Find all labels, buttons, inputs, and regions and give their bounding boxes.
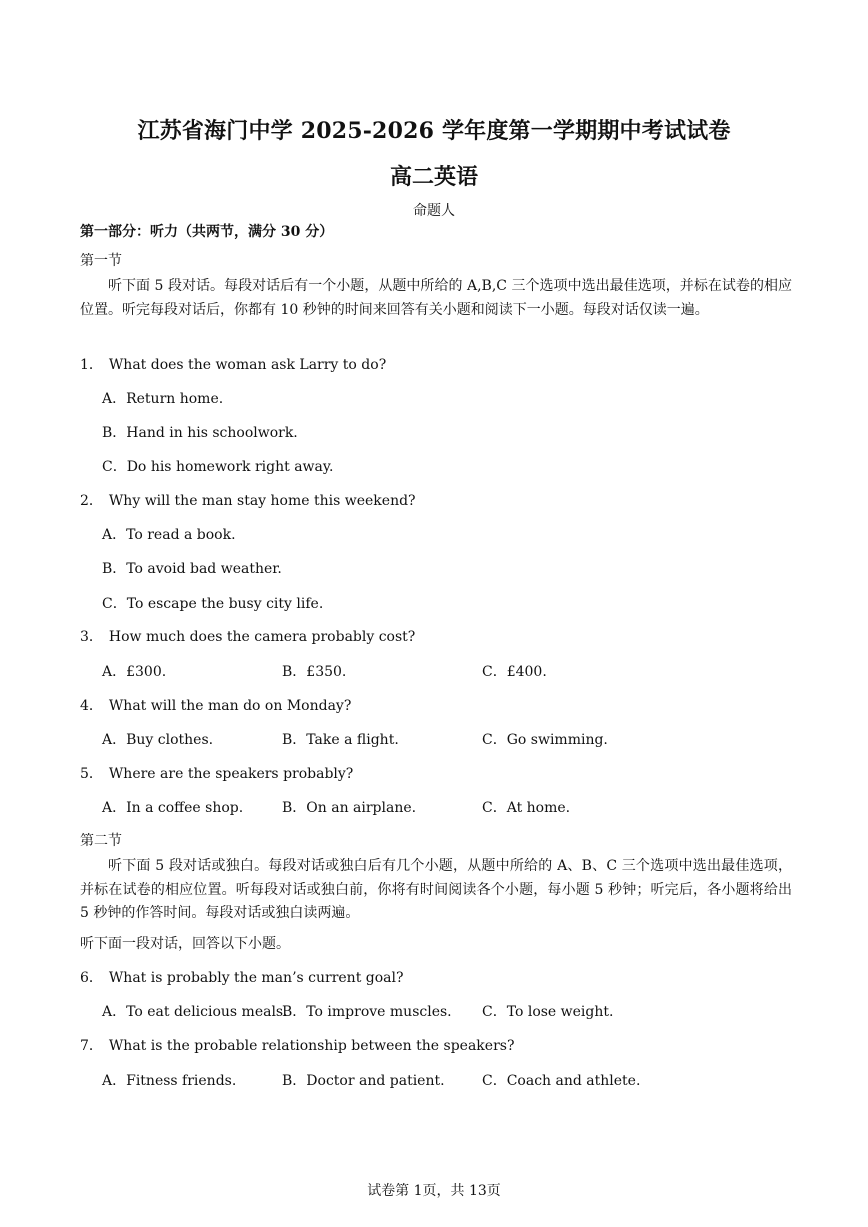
question-number: 6．	[80, 970, 103, 986]
question-text: What will the man do on Monday?	[108, 698, 352, 714]
q6-option-c: C．To lose weight.	[482, 1004, 614, 1020]
q3-option-a: A．£300.	[102, 664, 167, 680]
question-text: What is the probable relationship between the speakers?	[108, 1038, 515, 1054]
q2-option-c: C．To escape the busy city life.	[102, 596, 324, 612]
question-text: Why will the man stay home this weekend?	[108, 493, 416, 509]
question-number: 7．	[80, 1038, 103, 1054]
question-1	[80, 354, 386, 374]
q1-option-c: C．Do his homework right away.	[102, 459, 334, 475]
exam-subject: 高二英语	[389, 164, 478, 190]
q7-option-b: B．Doctor and patient.	[282, 1073, 445, 1089]
question-text: How much does the camera probably cost?	[108, 629, 416, 645]
question-7	[80, 1035, 514, 1055]
q2-option-a: A．To read a book.	[102, 527, 236, 543]
question-number: 3．	[80, 629, 103, 645]
question-6	[80, 967, 404, 987]
question-text: What does the woman ask Larry to do?	[108, 357, 387, 373]
question-number: 4．	[80, 698, 103, 714]
author-label: 命题人	[413, 203, 455, 219]
question-number: 2．	[80, 493, 103, 509]
q3-option-c: C．£400.	[482, 664, 547, 680]
q6-option-a: A．To eat delicious meals.	[102, 1004, 288, 1020]
section2-instructions: 听下面 5 段对话或独白。每段对话或独白后有几个小题，从题中所给的 A、B、C 三个选项中选出最佳选项，并标在试卷的相应位置。听每段对话或独白前，你将有时间阅读各个小题，每小题 5 秒钟；听完后，各小题将给出 5 秒钟的作答时间。每段对话或独白读两遍。	[80, 858, 792, 921]
section2-label: 第二节	[80, 833, 122, 849]
q7-option-c: C．Coach and athlete.	[482, 1073, 641, 1089]
q2-option-b: B．To avoid bad weather.	[102, 561, 282, 577]
exam-title: 江苏省海门中学 2025-2026 学年度第一学期期中考试试卷	[137, 118, 731, 144]
part1-heading: 第一部分：听力（共两节，满分 30 分）	[80, 224, 334, 240]
q5-option-b: B．On an airplane.	[282, 800, 417, 816]
section2-sub-instruction: 听下面一段对话，回答以下小题。	[80, 936, 290, 952]
q3-option-b: B．£350.	[282, 664, 347, 680]
question-number: 1．	[80, 357, 103, 373]
question-3	[80, 626, 415, 646]
section1-instructions: 听下面 5 段对话。每段对话后有一个小题，从题中所给的 A,B,C 三个选项中选出最佳选项，并标在试卷的相应位置。听完每段对话后，你都有 10 秒钟的时间来回答有关小题和阅读下一小题。每段对话仅读一遍。	[80, 278, 792, 318]
question-number: 5．	[80, 766, 103, 782]
question-text: What is probably the man’s current goal?	[108, 970, 404, 986]
q6-option-b: B．To improve muscles.	[282, 1004, 452, 1020]
q4-option-a: A．Buy clothes.	[102, 732, 214, 748]
q4-option-b: B．Take a flight.	[282, 732, 399, 748]
page-footer: 试卷第 1页，共 13页	[367, 1183, 501, 1199]
q5-option-c: C．At home.	[482, 800, 571, 816]
question-text: Where are the speakers probably?	[108, 766, 354, 782]
q7-option-a: A．Fitness friends.	[102, 1073, 237, 1089]
q5-option-a: A．In a coffee shop.	[102, 800, 244, 816]
question-2	[80, 490, 416, 510]
q4-option-c: C．Go swimming.	[482, 732, 608, 748]
q1-option-b: B．Hand in his schoolwork.	[102, 425, 298, 441]
q1-option-a: A．Return home.	[102, 391, 224, 407]
section1-label: 第一节	[80, 253, 122, 269]
question-5	[80, 763, 353, 783]
question-4	[80, 695, 351, 715]
